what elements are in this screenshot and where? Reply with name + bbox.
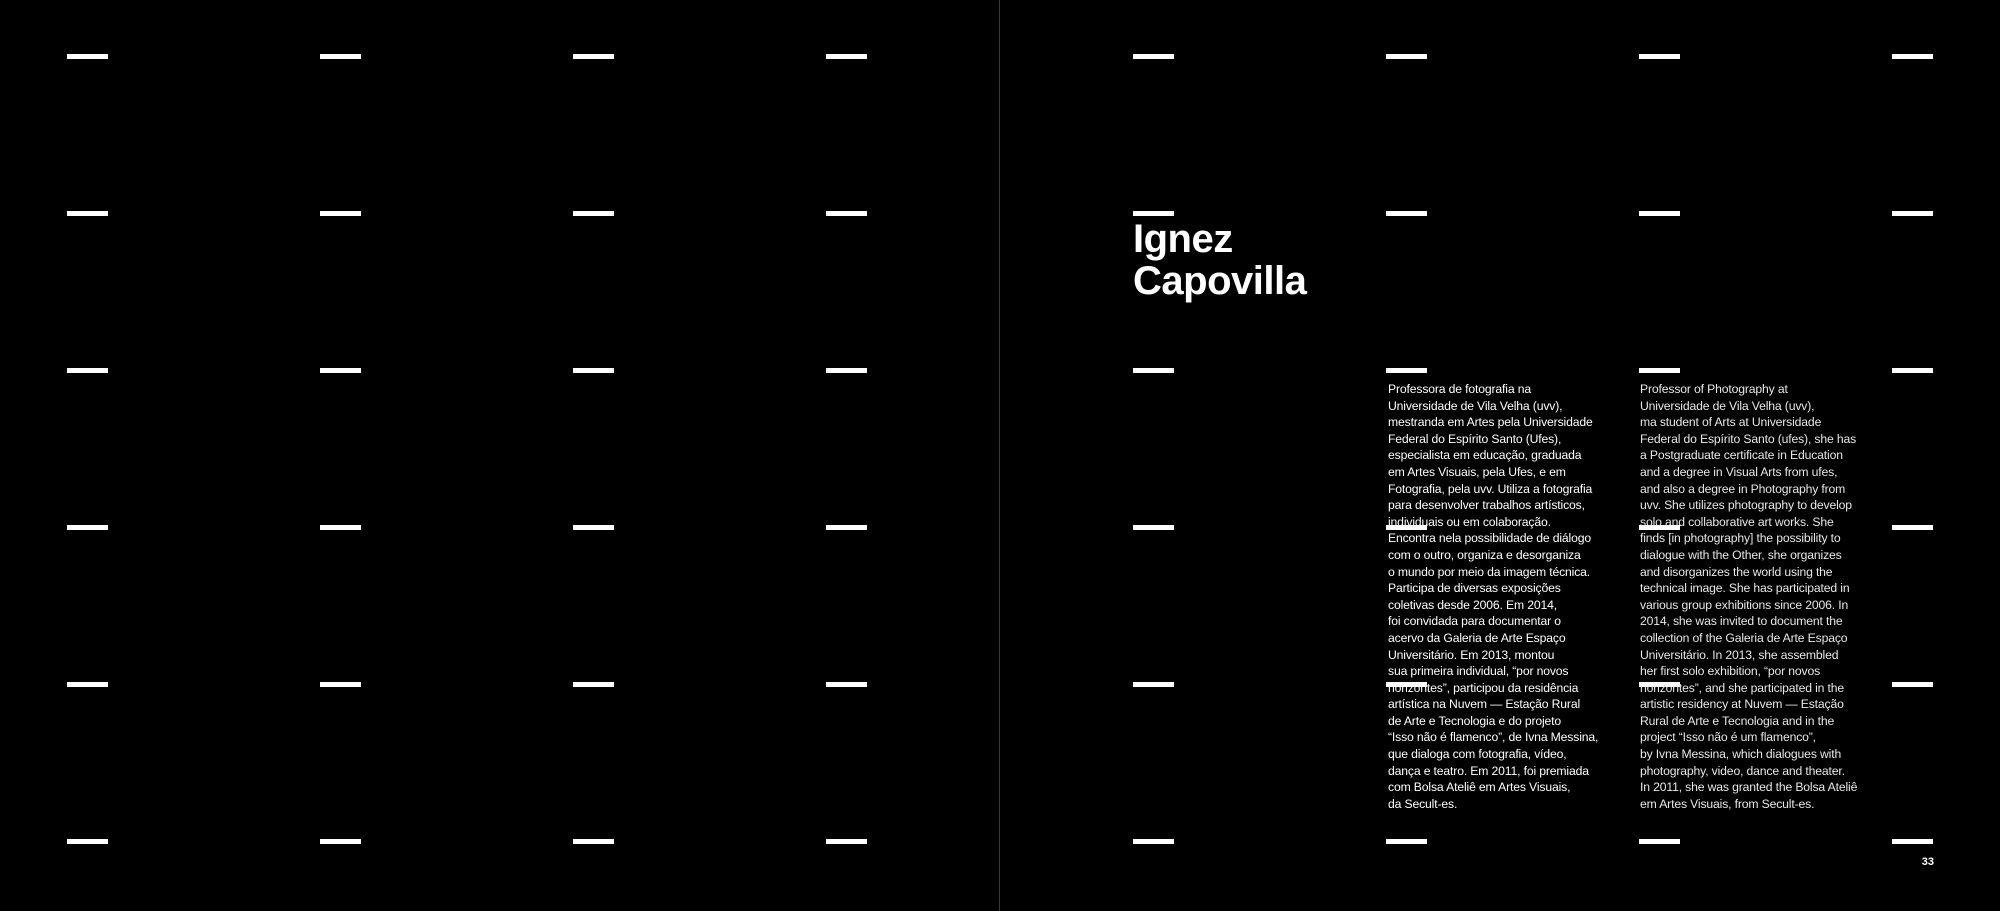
bio-english-line: a Postgraduate certificate in Education: [1640, 448, 1843, 463]
bio-portuguese-line: Fotografia, pela uvv. Utiliza a fotografia: [1388, 481, 1593, 496]
bio-english-line: Universidade de Vila Velha (uvv),: [1640, 398, 1815, 413]
bio-portuguese-line: o mundo por meio da imagem técnica.: [1388, 564, 1591, 579]
grid-mark: [573, 839, 614, 844]
grid-mark: [320, 682, 361, 687]
page-number: 33: [1921, 856, 1934, 868]
bio-portuguese-line: acervo da Galeria de Arte Espaço: [1388, 630, 1566, 645]
bio-english-line: uvv. She utilizes photography to develop: [1640, 498, 1852, 513]
grid-mark: [320, 368, 361, 373]
bio-english-line: and disorganizes the world using the: [1640, 564, 1833, 579]
artist-name-line-2: Capovilla: [1133, 259, 1307, 303]
grid-mark: [67, 839, 108, 844]
artist-name-line-1: Ignez: [1133, 217, 1233, 261]
bio-portuguese: [1388, 381, 1624, 812]
bio-english-line: ma student of Arts at Universidade: [1640, 415, 1822, 430]
bio-english-line: project “Isso não é um flamenco”,: [1640, 730, 1816, 745]
grid-mark: [67, 368, 108, 373]
grid-mark: [1386, 211, 1427, 216]
grid-mark: [826, 368, 867, 373]
bio-portuguese-line: Federal do Espírito Santo (Ufes),: [1388, 431, 1562, 446]
bio-english-line: finds [in photography] the possibility to: [1640, 531, 1841, 546]
grid-mark: [67, 525, 108, 530]
bio-portuguese-line: sua primeira individual, “por novos: [1388, 664, 1569, 679]
bio-english-line: technical image. She has participated in: [1640, 581, 1850, 596]
grid-mark: [1639, 839, 1680, 844]
bio-portuguese-line: coletivas desde 2006. Em 2014,: [1388, 597, 1557, 612]
bio-portuguese-line: que dialoga com fotografia, vídeo,: [1388, 747, 1567, 762]
bio-portuguese-line: Universitário. Em 2013, montou: [1388, 647, 1555, 662]
grid-mark: [1639, 54, 1680, 59]
bio-english-line: solo and collaborative art works. She: [1640, 514, 1834, 529]
bio-english-line: collection of the Galeria de Arte Espaço: [1640, 630, 1848, 645]
bio-portuguese-line: Participa de diversas exposições: [1388, 581, 1561, 596]
bio-portuguese-line: Professora de fotografia na: [1388, 382, 1531, 396]
bio-english-line: Universitário. In 2013, she assembled: [1640, 647, 1839, 662]
bio-portuguese-line: com o outro, organiza e desorganiza: [1388, 547, 1581, 562]
grid-mark: [1133, 54, 1174, 59]
artist-name: [1133, 218, 1306, 302]
grid-mark: [67, 682, 108, 687]
bio-english-line: photography, video, dance and theater.: [1640, 763, 1845, 778]
bio-portuguese-line: artística na Nuvem — Estação Rural: [1388, 697, 1581, 712]
bio-portuguese-line: individuais ou em colaboração.: [1388, 514, 1551, 529]
grid-mark: [826, 682, 867, 687]
bio-portuguese-line: especialista em educação, graduada: [1388, 448, 1582, 463]
grid-mark: [1386, 839, 1427, 844]
bio-portuguese-line: foi convidada para documentar o: [1388, 614, 1561, 629]
grid-mark: [1892, 839, 1933, 844]
bio-english-line: em Artes Visuais, from Secult-es.: [1640, 796, 1815, 811]
grid-mark: [67, 54, 108, 59]
grid-mark: [1639, 368, 1680, 373]
bio-portuguese-line: para desenvolver trabalhos artísticos,: [1388, 498, 1585, 513]
grid-mark: [573, 368, 614, 373]
grid-mark: [1133, 525, 1174, 530]
bio-english-line: In 2011, she was granted the Bolsa Ateliê: [1640, 780, 1858, 795]
grid-mark: [573, 54, 614, 59]
grid-mark: [1133, 211, 1174, 216]
bio-english-line: 2014, she was invited to document the: [1640, 614, 1843, 629]
grid-mark: [320, 54, 361, 59]
grid-mark: [1892, 368, 1933, 373]
grid-mark: [1133, 682, 1174, 687]
grid-mark: [1892, 682, 1933, 687]
bio-english-line: her first solo exhibition, “por novos: [1640, 664, 1821, 679]
grid-mark: [1133, 368, 1174, 373]
grid-mark: [1892, 211, 1933, 216]
bio-english-line: horizontes”, and she participated in the: [1640, 680, 1845, 695]
grid-mark: [1639, 211, 1680, 216]
bio-portuguese-line: em Artes Visuais, pela Ufes, e em: [1388, 464, 1566, 479]
bio-english-line: Federal do Espírito Santo (ufes), she has: [1640, 431, 1857, 446]
grid-mark: [1892, 525, 1933, 530]
bio-portuguese-line: mestranda em Artes pela Universidade: [1388, 415, 1593, 430]
grid-mark: [826, 839, 867, 844]
grid-mark: [826, 54, 867, 59]
grid-mark: [1386, 54, 1427, 59]
bio-portuguese-line: da Secult-es.: [1388, 796, 1458, 811]
bio-portuguese-line: “Isso não é flamenco”, de Ivna Messina,: [1388, 730, 1599, 745]
bio-english-line: various group exhibitions since 2006. In: [1640, 597, 1849, 612]
grid-mark: [320, 839, 361, 844]
grid-mark: [573, 211, 614, 216]
bio-portuguese-line: Universidade de Vila Velha (uvv),: [1388, 398, 1563, 413]
bio-portuguese-line: com Bolsa Ateliê em Artes Visuais,: [1388, 780, 1571, 795]
grid-mark: [320, 211, 361, 216]
bio-english-line: and also a degree in Photography from: [1640, 481, 1846, 496]
bio-portuguese-line: de Arte e Tecnologia e do projeto: [1388, 713, 1562, 728]
bio-portuguese-line: Encontra nela possibilidade de diálogo: [1388, 531, 1591, 546]
page-gutter: [999, 0, 1000, 911]
bio-english: [1640, 381, 1876, 812]
grid-mark: [67, 211, 108, 216]
grid-mark: [1133, 839, 1174, 844]
grid-mark: [826, 525, 867, 530]
bio-english-line: Professor of Photography at: [1640, 382, 1788, 396]
grid-mark: [320, 525, 361, 530]
bio-english-line: and a degree in Visual Arts from ufes,: [1640, 464, 1838, 479]
bio-english-line: dialogue with the Other, she organizes: [1640, 547, 1842, 562]
bio-english-line: by Ivna Messina, which dialogues with: [1640, 747, 1842, 762]
bio-english-line: Rural de Arte e Tecnologia and in the: [1640, 713, 1835, 728]
grid-mark: [1386, 368, 1427, 373]
grid-mark: [826, 211, 867, 216]
grid-mark: [1892, 54, 1933, 59]
bio-portuguese-line: dança e teatro. Em 2011, foi premiada: [1388, 763, 1589, 778]
bio-english-line: artistic residency at Nuvem — Estação: [1640, 697, 1844, 712]
grid-mark: [573, 525, 614, 530]
grid-mark: [573, 682, 614, 687]
bio-portuguese-line: horizontes”, participou da residência: [1388, 680, 1579, 695]
